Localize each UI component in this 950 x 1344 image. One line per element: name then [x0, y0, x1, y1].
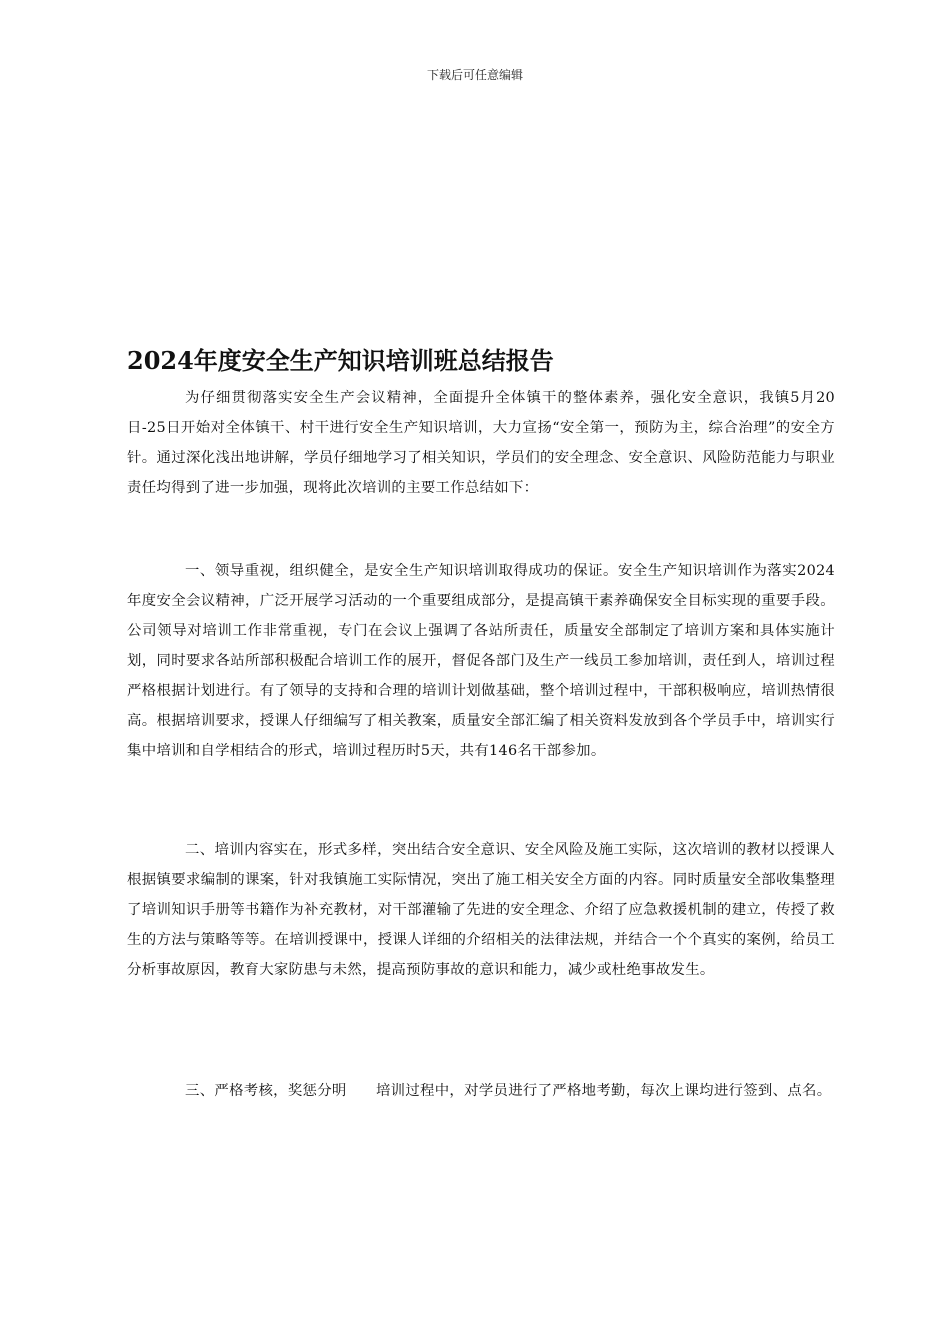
section-3-paragraph: 三、严格考核，奖惩分明 培训过程中，对学员进行了严格地考勤，每次上课均进行签到、点名。 [185, 1083, 832, 1099]
section-1-paragraph: 一、领导重视，组织健全，是安全生产知识培训取得成功的保证。安全生产知识培训作为落实2024年度安全会议精神，广泛开展学习活动的一个重要组成部分，是提高镇干素养确保安全目标实现的重要手段。公司领导对培训工作非常重视，专门在会议上强调了各站所责任，质量安全部制定了培训方案和具体实施计划，同时要求各站所部积极配合培训工作的展开，督促各部门及生产一线员工参加培训，责任到人，培训过程严格根据计划进行。有了领导的支持和合理的培训计划做基础，整个培训过程中，干部积极响应，培训热情很高。根据培训要求，授课人仔细编写了相关教案，质量安全部汇编了相关资料发放到各个学员手中，培训实行集中培训和自学相结合的形式，培训过程历时5天，共有146名干部参加。 [127, 563, 835, 759]
section-2-paragraph: 二、培训内容实在，形式多样，突出结合安全意识、安全风险及施工实际，这次培训的教材以授课人根据镇要求编制的课案，针对我镇施工实际情况，突出了施工相关安全方面的内容。同时质量安全部收集整理了培训知识手册等书籍作为补充教材，对干部灌输了先进的安全理念、介绍了应急救援机制的建立，传授了救生的方法与策略等等。在培训授课中，授课人详细的介绍相关的法律法规，并结合一个个真实的案例，给员工分析事故原因，教育大家防患与未然，提高预防事故的意识和能力，减少或杜绝事故发生。 [127, 842, 835, 978]
intro-paragraph: 为仔细贯彻落实安全生产会议精神，全面提升全体镇干的整体素养，强化安全意识，我镇5月20日-25日开始对全体镇干、村干进行安全生产知识培训，大力宣扬“安全第一，预防为主，综合治理”的安全方针。通过深化浅出地讲解，学员仔细地学习了相关知识，学员们的安全理念、安全意识、风险防范能力与职业责任均得到了进一步加强，现将此次培训的主要工作总结如下： [127, 390, 835, 496]
header-note: 下载后可任意编辑 [426, 68, 523, 82]
document-title: 2024年度安全生产知识培训班总结报告 [127, 346, 554, 375]
